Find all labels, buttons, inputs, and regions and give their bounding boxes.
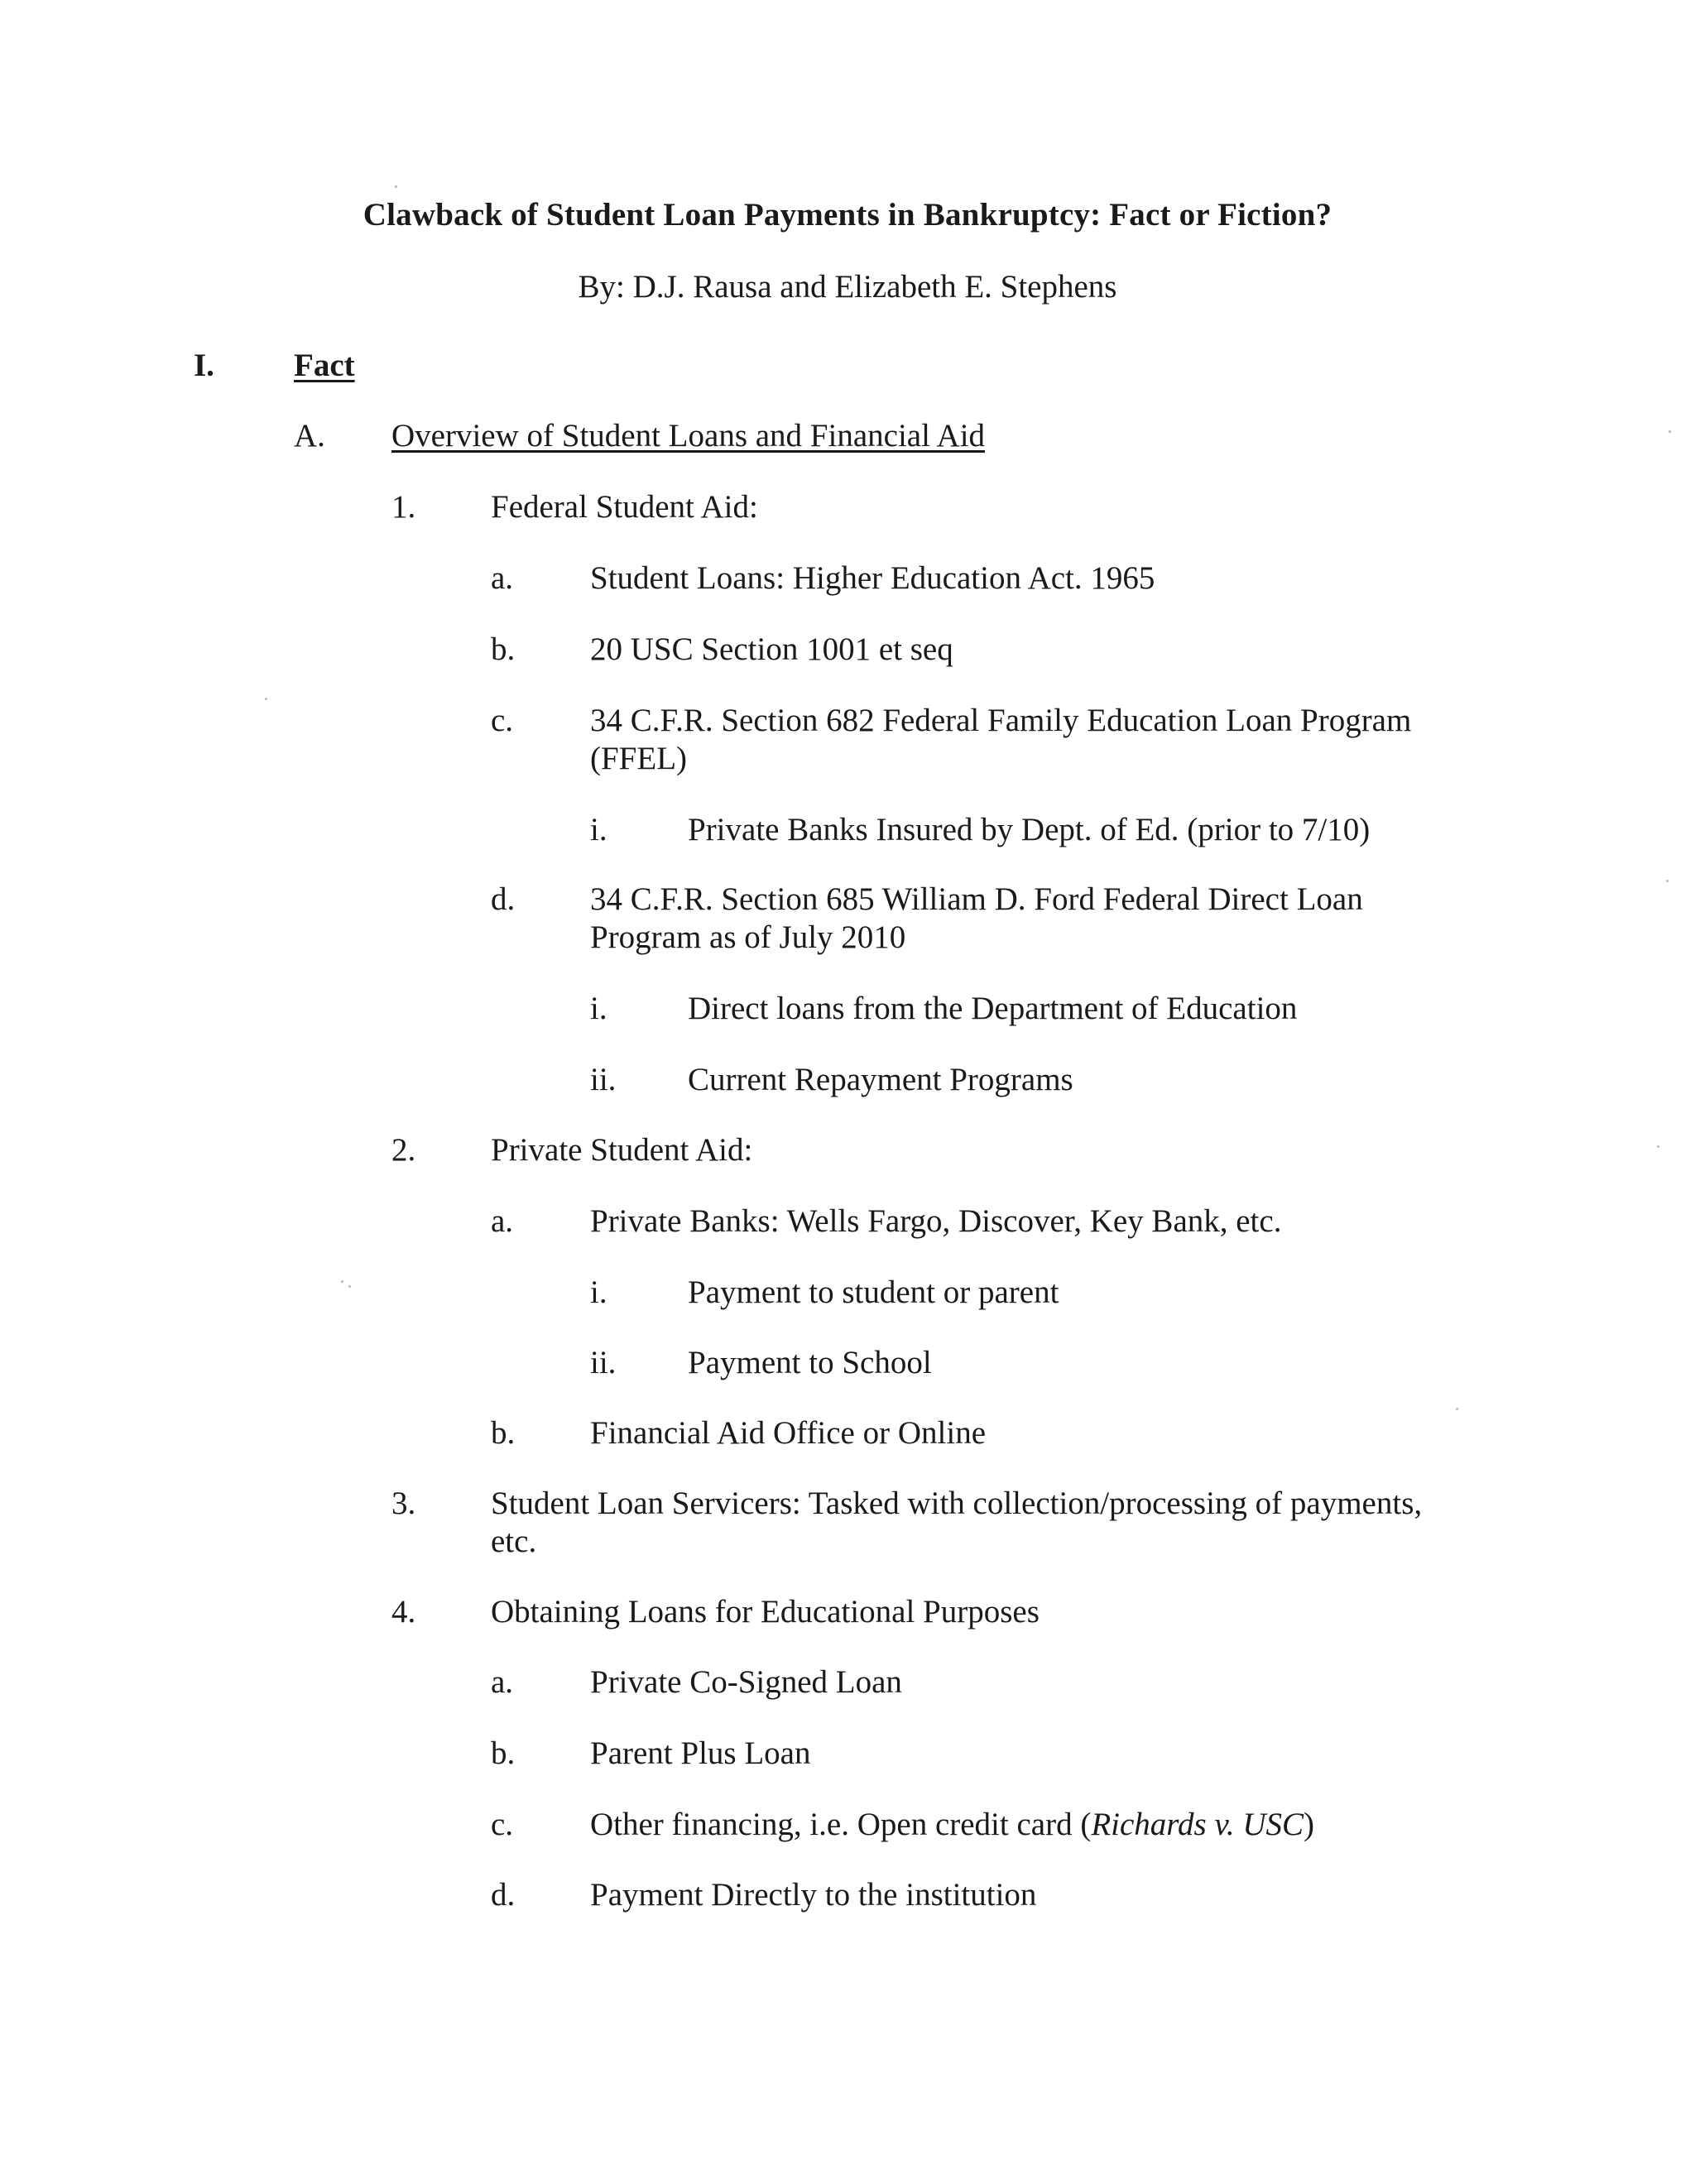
document-byline: By: D.J. Rausa and Elizabeth E. Stephens <box>578 269 1117 305</box>
outline-marker: b. <box>491 1415 516 1451</box>
outline-item-line: (FFEL) <box>590 741 687 776</box>
outline-item-line: Program as of July 2010 <box>590 919 906 955</box>
scan-speck <box>265 698 267 700</box>
outline-marker: a. <box>491 560 514 596</box>
outline-marker: 4. <box>391 1594 416 1630</box>
outline-marker: d. <box>491 1877 516 1913</box>
scan-speck <box>341 1280 343 1283</box>
outline-item: Current Repayment Programs <box>688 1062 1073 1097</box>
outline-marker: b. <box>491 631 516 667</box>
outline-marker: c. <box>491 1807 514 1842</box>
outline-marker: b. <box>491 1735 516 1771</box>
outline-item: Financial Aid Office or Online <box>590 1415 986 1451</box>
outline-marker: c. <box>491 703 514 738</box>
outline-marker: 1. <box>391 489 416 525</box>
scan-speck <box>1666 880 1669 882</box>
scan-speck <box>1669 430 1671 433</box>
section-heading: Fact <box>294 348 355 383</box>
outline-item: Payment to student or parent <box>688 1274 1059 1310</box>
outline-item-line: 34 C.F.R. Section 685 William D. Ford Federal Direct Loan <box>590 881 1363 917</box>
subsection-heading: Overview of Student Loans and Financial Aid <box>391 418 986 454</box>
outline-marker: ii. <box>590 1345 617 1380</box>
outline-item-text: Other financing, i.e. Open credit card ( <box>590 1807 1092 1842</box>
section-marker: I. <box>194 348 214 383</box>
subsection-marker: A. <box>294 418 325 454</box>
outline-item: Private Banks Insured by Dept. of Ed. (prior to 7/10) <box>688 812 1371 847</box>
outline-item: Student Loans: Higher Education Act. 1965 <box>590 560 1155 596</box>
outline-marker: a. <box>491 1664 514 1700</box>
outline-item-line: 34 C.F.R. Section 682 Federal Family Education Loan Program <box>590 703 1412 738</box>
outline-marker: i. <box>590 991 607 1026</box>
outline-marker: 3. <box>391 1486 416 1521</box>
case-citation: Richards v. USC <box>1091 1807 1304 1842</box>
outline-item: Private Student Aid: <box>491 1132 753 1168</box>
outline-item <box>590 1805 1314 1844</box>
outline-item: Federal Student Aid: <box>491 489 758 525</box>
outline-marker: i. <box>590 812 607 847</box>
outline-item: Private Co-Signed Loan <box>590 1664 902 1700</box>
outline-item: Private Banks: Wells Fargo, Discover, Key Bank, etc. <box>590 1203 1282 1239</box>
scan-speck <box>1657 1145 1659 1148</box>
outline-item-text: ) <box>1304 1807 1315 1842</box>
outline-item: Parent Plus Loan <box>590 1735 811 1771</box>
outline-item: Payment to School <box>688 1345 932 1380</box>
outline-item: Obtaining Loans for Educational Purposes <box>491 1594 1040 1630</box>
outline-marker: ii. <box>590 1062 617 1097</box>
outline-item: Direct loans from the Department of Education <box>688 991 1298 1026</box>
outline-marker: 2. <box>391 1132 416 1168</box>
scan-speck <box>348 1285 351 1288</box>
document-title: Clawback of Student Loan Payments in Bankruptcy: Fact or Fiction? <box>363 197 1332 233</box>
outline-marker: i. <box>590 1274 607 1310</box>
scan-speck <box>395 185 397 188</box>
outline-item: Payment Directly to the institution <box>590 1877 1037 1913</box>
scan-speck <box>1456 1408 1458 1410</box>
outline-item: 20 USC Section 1001 et seq <box>590 631 953 667</box>
outline-item-line: Student Loan Servicers: Tasked with collection/processing of payments, <box>491 1486 1423 1521</box>
outline-marker: a. <box>491 1203 514 1239</box>
outline-item-line: etc. <box>491 1524 537 1559</box>
outline-marker: d. <box>491 881 516 917</box>
